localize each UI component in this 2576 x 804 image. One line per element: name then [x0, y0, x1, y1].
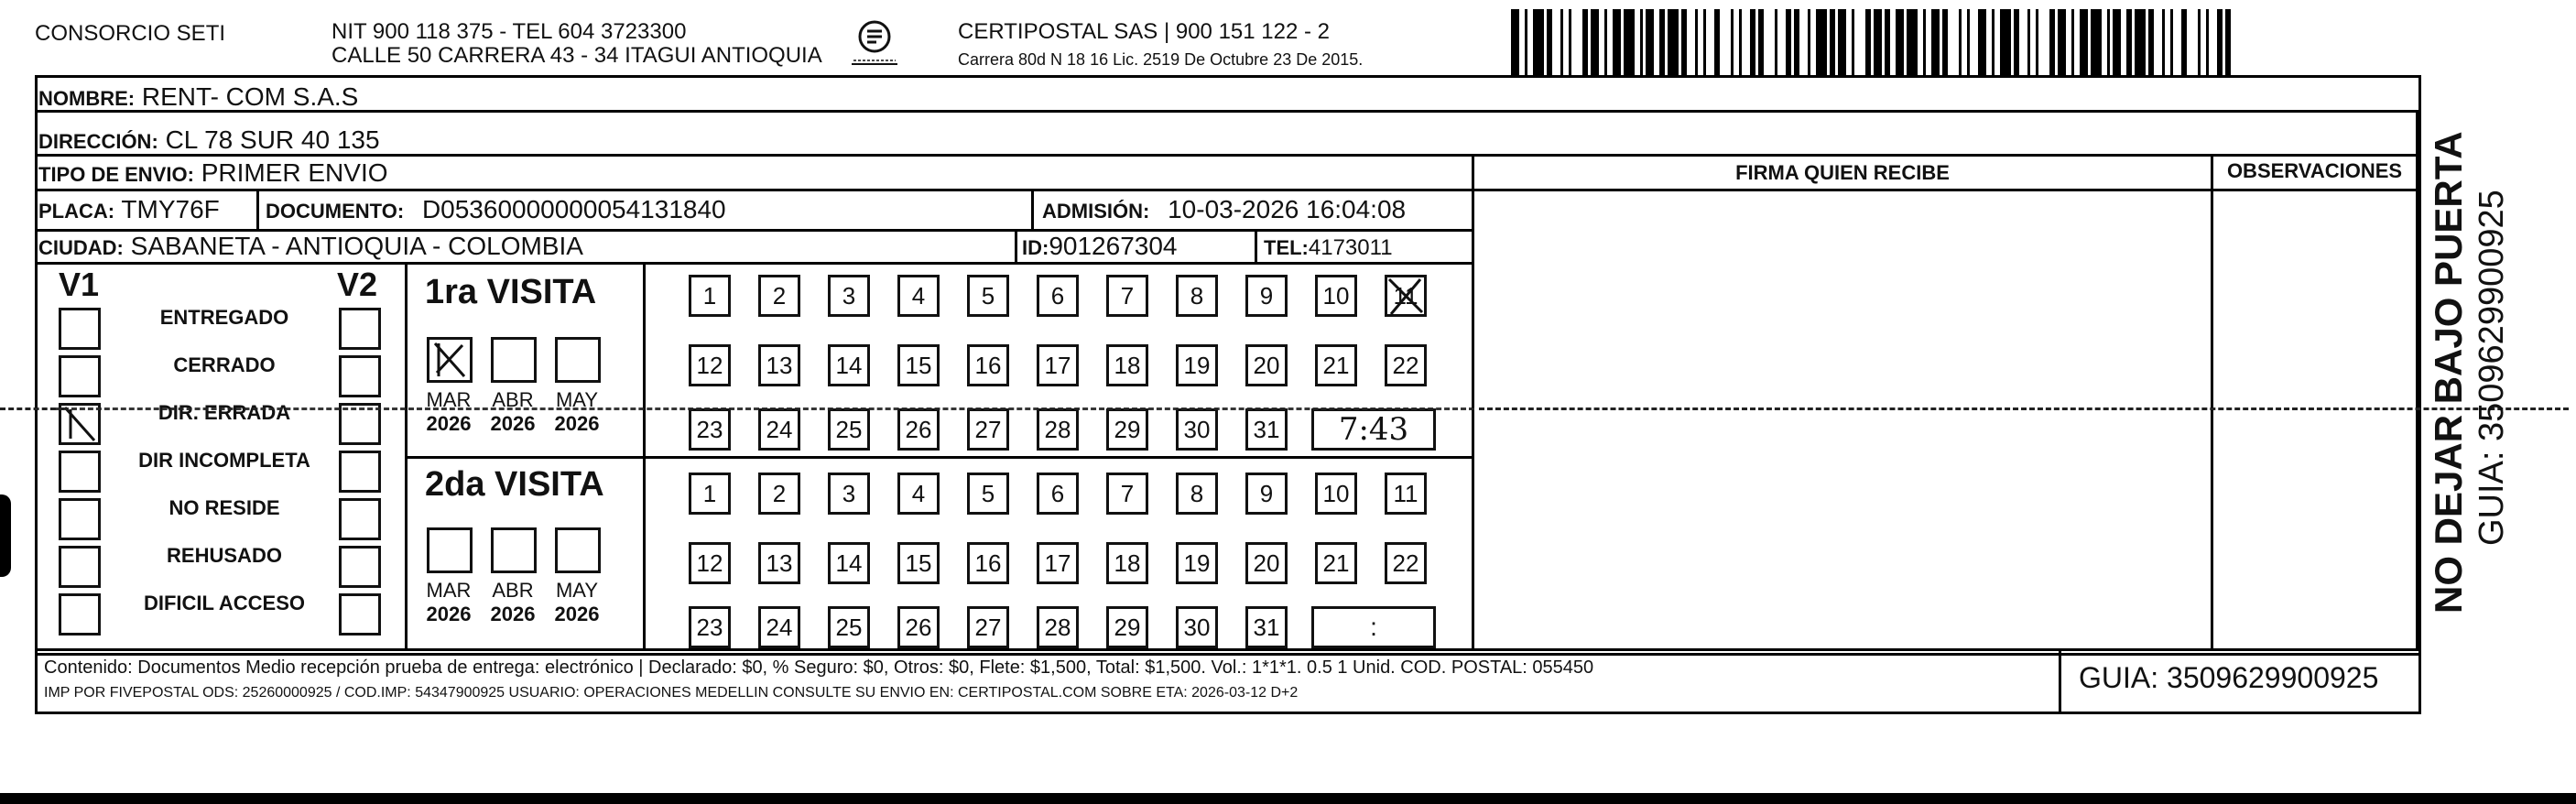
day-box[interactable]: 18 [1106, 542, 1148, 584]
scan-edge [0, 793, 2576, 804]
day-box[interactable]: 4 [897, 275, 940, 317]
guia-footer: GUIA: 3509629900925 [2079, 661, 2379, 694]
v1-checkbox[interactable] [59, 451, 101, 493]
day-box[interactable]: 29 [1106, 606, 1148, 648]
day-box[interactable]: 24 [758, 606, 800, 648]
month-label: MAY 2026 [554, 579, 600, 625]
day-box[interactable]: 19 [1176, 542, 1218, 584]
day-box[interactable]: 12 [689, 542, 731, 584]
tipo-envio-value: PRIMER ENVIO [201, 158, 388, 187]
admision-value: 10-03-2026 16:04:08 [1168, 195, 1407, 223]
day-box[interactable]: 26 [897, 606, 940, 648]
day-box[interactable]: 23 [689, 606, 731, 648]
day-box[interactable]: 7 [1106, 275, 1148, 317]
option-label: CERRADO [173, 353, 276, 376]
id-label: ID: [1022, 236, 1049, 259]
option-label: ENTREGADO [159, 306, 289, 329]
time-box[interactable]: : [1311, 606, 1436, 648]
month-label: MAY 2026 [554, 388, 600, 435]
placa-value: TMY76F [121, 195, 220, 223]
license-line: Carrera 80d N 18 16 Lic. 2519 De Octubre 23 De 2015. [958, 50, 1364, 69]
month-checkbox[interactable] [491, 527, 537, 573]
day-box[interactable]: 29 [1106, 408, 1148, 451]
day-box[interactable]: 15 [897, 344, 940, 386]
documento-value: D05360000000054131840 [421, 195, 726, 223]
day-box[interactable]: 27 [967, 408, 1009, 451]
tel-label: TEL: [1264, 236, 1309, 259]
month-label: MAR 2026 [426, 388, 472, 435]
v2-checkbox[interactable] [339, 498, 381, 540]
day-box[interactable]: 21 [1315, 344, 1357, 386]
day-box[interactable]: 14 [828, 344, 870, 386]
day-box[interactable]: 22 [1385, 344, 1427, 386]
placa-label: PLACA: [38, 200, 115, 223]
admision-row [1042, 195, 1406, 226]
day-box[interactable]: 1 [689, 275, 731, 317]
no-dejar-bajo-puerta: NO DEJAR BAJO PUERTA [2427, 131, 2470, 614]
documento-row [266, 195, 726, 226]
day-box[interactable]: 13 [758, 344, 800, 386]
certipostal-line: CERTIPOSTAL SAS | 900 151 122 - 2 [958, 19, 1330, 44]
month-label: ABR 2026 [490, 388, 536, 435]
direccion-value: CL 78 SUR 40 135 [165, 125, 380, 154]
day-box[interactable]: 17 [1037, 344, 1079, 386]
v2-checkbox[interactable] [339, 355, 381, 397]
tipo-envio-label: TIPO DE ENVIO: [38, 163, 194, 186]
direccion-label: DIRECCIÓN: [38, 130, 158, 153]
day-box[interactable]: 23 [689, 408, 731, 451]
id-value: 901267304 [1049, 232, 1178, 260]
first-visit-title: 1ra VISITA [425, 273, 597, 311]
ciudad-label: CIUDAD: [38, 236, 124, 259]
contenido-text: Contenido: Documentos Medio recepción prueba de entrega: electrónico | Declarado: $0, % Seguro: $0, Otros: $0, Flete: $1,500, Total: $1,500. Vol.: 1*1*1. 0.5 1 Unid. COD. POSTAL: 055450 [44, 657, 1594, 678]
v1-checkbox[interactable] [59, 593, 101, 636]
barcode-icon [1511, 9, 2239, 75]
company-address: CALLE 50 CARRERA 43 - 34 ITAGUI ANTIOQUIA [332, 43, 822, 68]
certipostal-logo-icon [842, 16, 907, 71]
day-box[interactable]: 28 [1037, 606, 1079, 648]
month-label: MAR 2026 [426, 579, 472, 625]
day-box[interactable]: 3 [828, 275, 870, 317]
day-box[interactable]: 22 [1385, 542, 1427, 584]
v1-label: V1 [59, 266, 100, 303]
firma-heading: FIRMA QUIEN RECIBE [1735, 161, 1950, 184]
day-box[interactable]: 2 [758, 473, 800, 515]
day-box[interactable]: 5 [967, 473, 1009, 515]
month-checkbox[interactable] [555, 527, 601, 573]
day-box[interactable]: 8 [1176, 473, 1218, 515]
day-box[interactable]: 15 [897, 542, 940, 584]
day-box[interactable]: 5 [967, 275, 1009, 317]
day-box[interactable]: 25 [828, 408, 870, 451]
day-box[interactable]: 31 [1245, 408, 1288, 451]
day-box[interactable]: 12 [689, 344, 731, 386]
day-box[interactable]: 25 [828, 606, 870, 648]
day-box[interactable]: 24 [758, 408, 800, 451]
day-box[interactable]: 31 [1245, 606, 1288, 648]
guia-side: GUIA: 3509629900925 [2473, 190, 2511, 546]
day-box[interactable]: 11 [1385, 473, 1427, 515]
day-box[interactable]: 10 [1315, 473, 1357, 515]
day-box[interactable]: 19 [1176, 344, 1218, 386]
day-box[interactable]: 10 [1315, 275, 1357, 317]
company-name: CONSORCIO SETI [35, 21, 226, 46]
day-box[interactable]: 8 [1176, 275, 1218, 317]
day-box[interactable]: 20 [1245, 542, 1288, 584]
v1-checkbox[interactable] [59, 498, 101, 540]
time-box[interactable]: 7:43 [1311, 408, 1436, 451]
day-box[interactable]: 6 [1037, 275, 1079, 317]
month-checkbox[interactable] [555, 337, 601, 383]
imp-text: IMP POR FIVEPOSTAL ODS: 25260000925 / COD.IMP: 54347900925 USUARIO: OPERACIONES MEDELLIN CONSULTE SU ENVIO EN: CERTIPOSTAL.COM SOBRE ETA: 2026-03-12 D+2 [44, 685, 1299, 701]
nombre-label: NOMBRE: [38, 87, 136, 110]
day-box[interactable]: 3 [828, 473, 870, 515]
day-box[interactable]: 18 [1106, 344, 1148, 386]
v1-checkbox[interactable] [59, 355, 101, 397]
option-label: DIFICIL ACCESO [143, 592, 305, 614]
day-box[interactable]: 9 [1245, 275, 1288, 317]
day-box[interactable]: 6 [1037, 473, 1079, 515]
placa-row [38, 195, 220, 226]
day-box[interactable]: 30 [1176, 408, 1218, 451]
observaciones-heading: OBSERVACIONES [2226, 159, 2403, 182]
day-box[interactable]: 16 [967, 542, 1009, 584]
option-label: NO RESIDE [168, 496, 280, 519]
day-box[interactable]: 11 [1385, 275, 1427, 317]
day-box[interactable]: 27 [967, 606, 1009, 648]
day-box[interactable]: 26 [897, 408, 940, 451]
day-box[interactable]: 13 [758, 542, 800, 584]
day-box[interactable]: 21 [1315, 542, 1357, 584]
day-box[interactable]: 28 [1037, 408, 1079, 451]
day-box[interactable]: 17 [1037, 542, 1079, 584]
month-checkbox[interactable] [427, 337, 473, 383]
id-row [1022, 232, 1177, 263]
tel-value: 4173011 [1308, 235, 1393, 260]
day-box[interactable]: 7 [1106, 473, 1148, 515]
option-label: REHUSADO [167, 544, 282, 567]
month-checkbox[interactable] [427, 527, 473, 573]
v1-checkbox[interactable] [59, 546, 101, 588]
ciudad-value: SABANETA - ANTIOQUIA - COLOMBIA [130, 232, 583, 260]
admision-label: ADMISIÓN: [1042, 200, 1150, 223]
month-checkbox[interactable] [491, 337, 537, 383]
v2-checkbox[interactable] [339, 308, 381, 350]
tel-row [1264, 234, 1393, 263]
v2-checkbox[interactable] [339, 546, 381, 588]
v2-checkbox[interactable] [339, 593, 381, 636]
day-box[interactable]: 1 [689, 473, 731, 515]
day-box[interactable]: 9 [1245, 473, 1288, 515]
punch-mark [0, 494, 11, 577]
documento-label: DOCUMENTO: [266, 200, 405, 223]
option-label: DIR. ERRADA [158, 401, 291, 424]
nombre-row [38, 82, 358, 114]
tipo-envio-row [38, 158, 388, 190]
day-box[interactable]: 20 [1245, 344, 1288, 386]
day-box[interactable]: 30 [1176, 606, 1218, 648]
v2-checkbox[interactable] [339, 451, 381, 493]
nit-tel: NIT 900 118 375 - TEL 604 3723300 [332, 19, 687, 44]
month-label: ABR 2026 [490, 579, 536, 625]
second-visit-title: 2da VISITA [425, 465, 604, 504]
day-box[interactable]: 2 [758, 275, 800, 317]
nombre-value: RENT- COM S.A.S [141, 82, 359, 111]
day-box[interactable]: 16 [967, 344, 1009, 386]
v2-label: V2 [337, 266, 378, 303]
v1-checkbox[interactable] [59, 308, 101, 350]
option-label: DIR INCOMPLETA [138, 449, 310, 472]
direccion-row [38, 125, 380, 157]
day-box[interactable]: 14 [828, 542, 870, 584]
day-box[interactable]: 4 [897, 473, 940, 515]
ciudad-row [38, 232, 583, 263]
